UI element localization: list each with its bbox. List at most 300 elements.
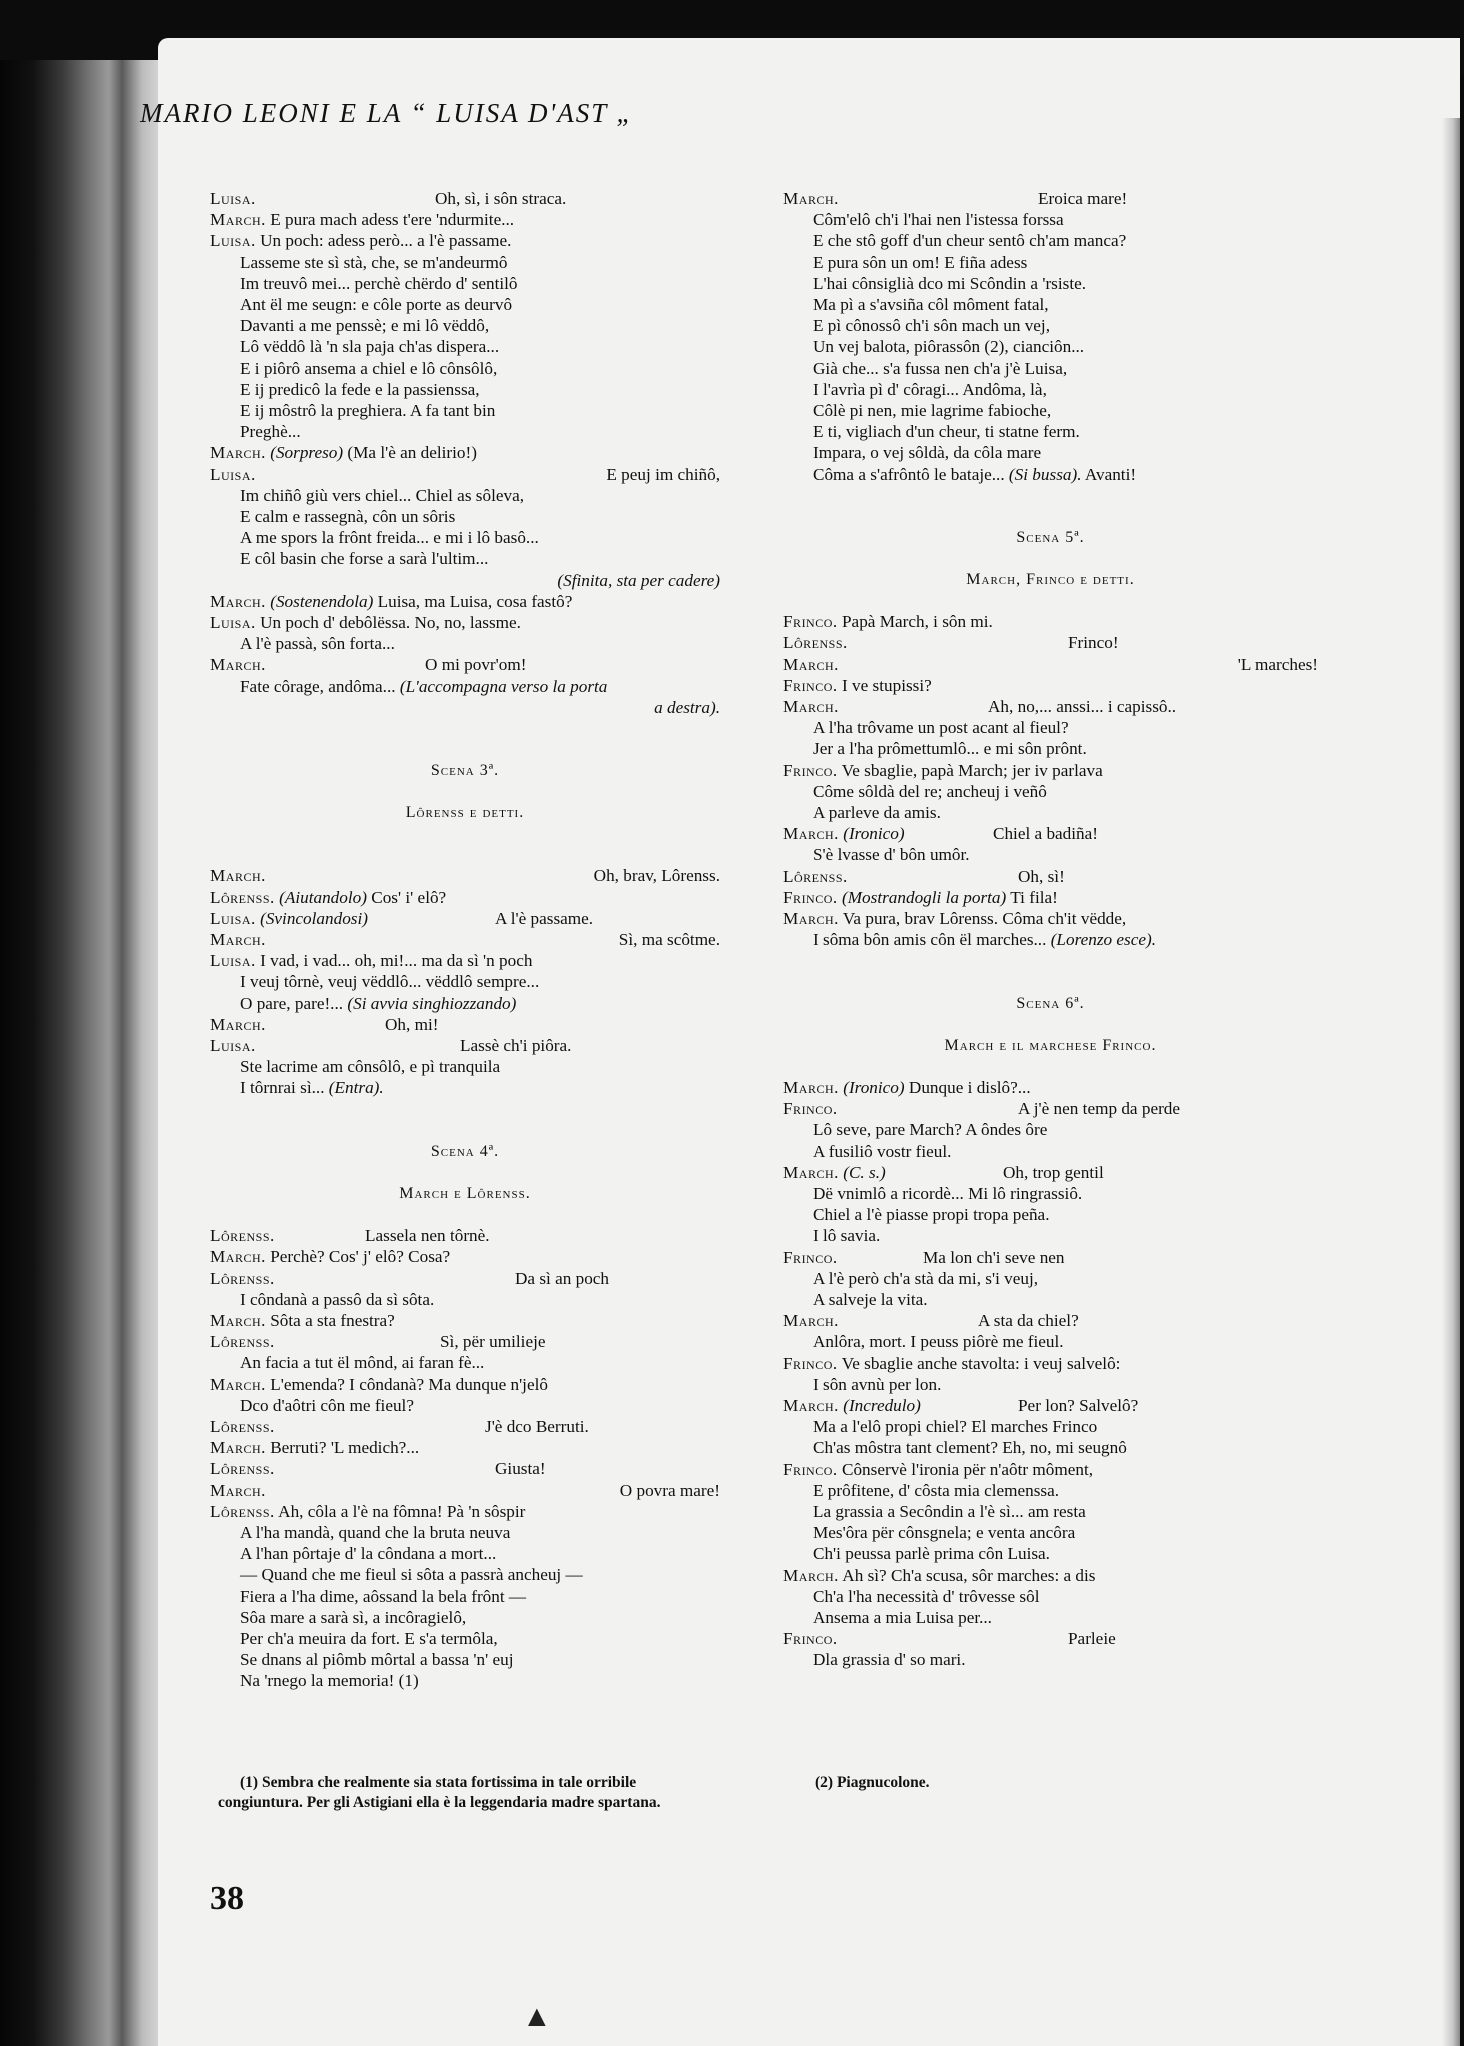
footnote-right: (2) Piagnucolone. — [815, 1774, 930, 1791]
verse-line — [210, 697, 720, 718]
stage-direction: (Sfinita, sta per cadere) — [557, 570, 720, 590]
dialogue-text: 'L marches! — [1237, 654, 1318, 674]
speaker-name: Frinco. — [783, 887, 838, 907]
scene-heading: Scena 3ª. — [430, 762, 500, 780]
dialogue-text: E pura mach adess t'ere 'ndurmite... — [270, 210, 515, 230]
verse-text: I l'avrìa pì d' côragi... Andôma, là, — [813, 379, 1047, 399]
dialogue-line — [210, 1458, 720, 1479]
verse-line — [783, 1374, 1318, 1395]
verse-line — [210, 252, 720, 273]
verse-line — [783, 294, 1318, 315]
dialogue-text: Da sì an poch — [515, 1268, 610, 1288]
verse-line — [783, 1119, 1318, 1140]
speaker-name: Luisa. — [210, 951, 256, 971]
verse-text: E ti, vigliach d'un cheur, ti statne ferm. — [813, 422, 1080, 442]
dialogue-line — [210, 209, 720, 230]
verse-text: I lô savia. — [813, 1226, 881, 1246]
speaker-name: March. — [210, 1480, 266, 1500]
verse-line — [783, 1501, 1318, 1522]
dialogue-text: J'è dco Berruti. — [485, 1416, 589, 1436]
dialogue-line — [210, 612, 720, 633]
verse-text: E pì cônossô ch'i sôn mach un vej, — [813, 316, 1050, 336]
stage-direction: a destra). — [654, 697, 720, 717]
verse-text: E ij predicô la fede e la passienssa, — [240, 379, 480, 399]
dialogue-line — [783, 1077, 1318, 1098]
speaker-name: Lôrenss. — [783, 633, 848, 653]
speaker-name: Lôrenss. — [210, 1268, 275, 1288]
verse-line — [210, 1670, 720, 1691]
dialogue-text: I vad, i vad... oh, mi!... ma da sì 'n poch — [260, 951, 533, 971]
dialogue-text: Ah sì? Ch'a scusa, sôr marches: a dis — [842, 1565, 1096, 1585]
dialogue-text: Frinco! — [1068, 633, 1119, 653]
speaker-name: Luisa. — [210, 231, 256, 251]
speaker-name: Lôrenss. — [210, 887, 275, 907]
verse-text: Dla grassia d' so mari. — [813, 1650, 966, 1670]
dialogue-text: Perchè? Cos' j' elô? Cosa? — [270, 1247, 451, 1267]
dialogue-text: A sta da chiel? — [978, 1311, 1079, 1331]
verse-line — [210, 1586, 720, 1607]
stage-direction: (Ironico) — [843, 1077, 905, 1097]
verse-line — [783, 400, 1318, 421]
verse-line — [210, 1628, 720, 1649]
verse-text: Ch'a l'ha necessità d' trôvesse sôl — [813, 1586, 1040, 1606]
verse-line — [210, 676, 720, 697]
verse-line — [783, 1522, 1318, 1543]
verse-line — [783, 1480, 1318, 1501]
verse-line — [783, 717, 1318, 738]
verse-text: E côl basin che forse a sarà l'ultim... — [240, 549, 489, 569]
dialogue-text: Sì, ma scôtme. — [618, 930, 720, 950]
speaker-name: March. — [210, 866, 266, 886]
dialogue-text: Ah, côla a l'è na fômna! Pà 'n sôspir — [278, 1501, 526, 1521]
verse-text: Lasseme ste sì stà, che, se m'andeurmô — [240, 252, 508, 272]
dialogue-line — [210, 908, 720, 929]
verse-text: Ch'as môstra tant clement? Eh, no, mi seugnô — [813, 1438, 1127, 1458]
speaker-name: March. — [783, 1395, 839, 1415]
verse-text: Ma a l'elô propi chiel? El marches Frinco — [813, 1417, 1098, 1437]
dialogue-text: Lassè ch'i piôra. — [460, 1036, 572, 1056]
dialogue-line — [210, 1480, 720, 1501]
verse-line — [783, 1586, 1318, 1607]
stage-direction: (Aiutandolo) — [279, 887, 367, 907]
verse-text: E pura sôn un om! E fiña adess — [813, 252, 1028, 272]
dialogue-line — [210, 1035, 720, 1056]
verse-text: Côma a s'afrôntô le bataje... — [813, 464, 1005, 484]
verse-line — [783, 358, 1318, 379]
dialogue-text: Un poch d' debôlëssa. No, no, lassme. — [260, 613, 521, 633]
page-right-shadow — [1442, 118, 1460, 2046]
stage-direction: (Si bussa). — [1008, 464, 1082, 484]
dialogue-text: Papà March, i sôn mi. — [842, 612, 993, 632]
dialogue-line — [210, 1246, 720, 1267]
dialogue-line — [210, 188, 720, 209]
speaker-name: March. — [210, 1438, 266, 1458]
stage-direction: (Entra). — [328, 1078, 384, 1098]
verse-text: Lô vëddô là 'n sla paja ch'as dispera... — [240, 337, 500, 357]
speaker-name: March. — [783, 1162, 839, 1182]
verse-text: Jer a l'ha prômettumlô... e mi sôn prônt. — [813, 739, 1087, 759]
dialogue-line — [783, 1162, 1318, 1183]
stage-direction: (Si avvia singhiozzando) — [347, 993, 517, 1013]
verse-text: Fiera a l'ha dime, aôssand la bela frônt — — [240, 1586, 527, 1606]
vertical-gap — [210, 1204, 720, 1225]
scene-heading: March e Lôrenss. — [399, 1184, 531, 1202]
verse-line — [210, 1522, 720, 1543]
vertical-gap — [210, 1162, 720, 1183]
speaker-name: March. — [783, 1311, 839, 1331]
verse-text: Per ch'a meuira da fort. E s'a termôla, — [240, 1628, 498, 1648]
dialogue-text: Dunque i dislô?... — [908, 1077, 1031, 1097]
verse-text: Sôa mare a sarà sì, a incôragielô, — [240, 1607, 467, 1627]
speaker-name: Luisa. — [210, 189, 256, 208]
verse-line — [783, 209, 1318, 230]
verse-line — [783, 738, 1318, 759]
dialogue-text: Lassela nen tôrnè. — [365, 1226, 490, 1246]
stage-direction: (C. s.) — [843, 1162, 886, 1182]
vertical-gap — [210, 781, 720, 802]
verse-text: A fusiliô vostr fieul. — [813, 1141, 952, 1161]
verse-line — [210, 273, 720, 294]
stage-direction: (Sostenendola) — [270, 591, 374, 611]
speaker-name: Frinco. — [783, 612, 838, 632]
dialogue-line — [210, 1437, 720, 1458]
dialogue-line — [783, 188, 1318, 209]
dialogue-text: Luisa, ma Luisa, cosa fastô? — [377, 591, 573, 611]
stage-direction: (Svincolandosi) — [260, 908, 368, 928]
dialogue-line — [210, 442, 720, 463]
verse-line — [783, 781, 1318, 802]
dialogue-line — [783, 696, 1318, 717]
dialogue-line — [783, 887, 1318, 908]
dialogue-text: Oh, trop gentil — [1003, 1162, 1104, 1182]
verse-text: I sôn avnù per lon. — [813, 1374, 942, 1394]
verse-text: — Quand che me fieul si sôta a passrà ancheuj — — [240, 1565, 583, 1585]
verse-line — [210, 1056, 720, 1077]
vertical-gap — [210, 1099, 720, 1141]
verse-line — [783, 464, 1318, 485]
verse-text: Fate côrage, andôma... — [240, 676, 396, 696]
verse-line — [210, 993, 720, 1014]
scan-artifact-mark: ▲ — [522, 2000, 552, 2033]
dialogue-line — [210, 1331, 720, 1352]
verse-text: Ch'i peussa parlè prima côn Luisa. — [813, 1544, 1050, 1564]
verse-line — [210, 1395, 720, 1416]
speaker-name: Lôrenss. — [210, 1226, 275, 1246]
speaker-name: March. — [210, 1374, 266, 1394]
dialogue-text: Ve sbaglie anche stavolta: i veuj salvelô: — [841, 1353, 1121, 1373]
verse-line — [783, 1225, 1318, 1246]
speaker-name: March. — [210, 1247, 266, 1267]
scene-heading: March e il marchese Frinco. — [944, 1036, 1157, 1054]
speaker-name: Frinco. — [783, 675, 838, 695]
dialogue-line — [210, 1310, 720, 1331]
verse-text: I côndanà a passô da sì sôta. — [240, 1289, 435, 1309]
dialogue-text: Giusta! — [495, 1459, 546, 1479]
dialogue-text: Oh, sì, i sôn straca. — [435, 189, 567, 208]
verse-line — [783, 252, 1318, 273]
left-column — [210, 188, 720, 1692]
dialogue-text: Avanti! — [1084, 464, 1137, 484]
verse-line — [783, 1204, 1318, 1225]
verse-text: Dë vnimlô a ricordè... Mi lô ringrassiô. — [813, 1183, 1083, 1203]
verse-text: E ij môstrô la preghiera. A fa tant bin — [240, 401, 496, 421]
verse-text: La grassia a Secôndin a l'è sì... am resta — [813, 1501, 1086, 1521]
verse-line — [210, 1077, 720, 1098]
vertical-gap — [783, 485, 1318, 527]
verse-line — [783, 1268, 1318, 1289]
dialogue-text: (Ma l'è an delirio!) — [347, 443, 477, 463]
speaker-name: March. — [783, 1077, 839, 1097]
speaker-name: March. — [210, 655, 266, 675]
footnote-left: (1) Sembra che realmente sia stata fortissima in tale orribile congiuntura. Per gli Astigiani ella è la leggendaria madre spartana. — [218, 1774, 661, 1811]
verse-text: Impara, o vej sôldà, da côla mare — [813, 443, 1042, 463]
verse-line — [783, 1607, 1318, 1628]
dialogue-line — [210, 1416, 720, 1437]
dialogue-text: Eroica mare! — [1038, 189, 1128, 208]
verse-line — [210, 421, 720, 442]
dialogue-text: Berruti? 'L medich?... — [270, 1438, 420, 1458]
verse-line — [783, 1416, 1318, 1437]
dialogue-text: Cos' i' elô? — [371, 887, 447, 907]
stage-direction: (Incredulo) — [843, 1395, 921, 1415]
stage-direction: (Lorenzo esce). — [1050, 930, 1157, 950]
dialogue-line — [783, 1565, 1318, 1586]
running-header: MARIO LEONI E LA “ LUISA D'AST „ — [140, 98, 634, 128]
speaker-name: Lôrenss. — [210, 1332, 275, 1352]
dialogue-line — [783, 1353, 1318, 1374]
verse-text: L'hai cônsiglià dco mi Scôndin a 'rsiste. — [813, 273, 1087, 293]
dialogue-text: Cônservè l'ironia për n'aôtr môment, — [842, 1459, 1094, 1479]
verse-text: I tôrnrai sì... — [240, 1078, 325, 1098]
verse-line — [783, 1649, 1318, 1670]
dialogue-text: Oh, mi! — [385, 1014, 439, 1034]
verse-text: Se dnans al piômb môrtal a bassa 'n' euj — [240, 1650, 514, 1670]
dialogue-line — [210, 865, 720, 886]
speaker-name: Lôrenss. — [210, 1501, 275, 1521]
dialogue-text: A j'è nen temp da perde — [1018, 1099, 1181, 1119]
speaker-name: March. — [210, 591, 266, 611]
dialogue-text: Ve sbaglie, papà March; jer iv parlava — [841, 760, 1103, 780]
verse-text: A l'han pôrtaje d' la côndana a mort... — [240, 1544, 497, 1564]
verse-text: I sôma bôn amis côn ël marches... — [813, 930, 1047, 950]
verse-line — [783, 1331, 1318, 1352]
speaker-name: March. — [783, 909, 839, 929]
verse-line — [210, 379, 720, 400]
speaker-name: March. — [783, 654, 839, 674]
speaker-name: Frinco. — [783, 1629, 838, 1649]
speaker-name: March. — [783, 697, 839, 717]
verse-text: O pare, pare!... — [240, 993, 344, 1013]
scene-heading: Scena 5ª. — [1016, 528, 1085, 546]
verse-line — [210, 548, 720, 569]
verse-text: Anlôra, mort. I peuss piôrè me fieul. — [813, 1332, 1064, 1352]
dialogue-line — [783, 1247, 1318, 1268]
verse-text: A l'è passà, sôn forta... — [240, 634, 395, 654]
verse-text: E calm e rassegnà, côn un sôris — [240, 507, 456, 527]
dialogue-line — [210, 1501, 720, 1522]
vertical-gap — [783, 590, 1318, 611]
verse-line — [783, 1543, 1318, 1564]
scan-page-edges — [0, 60, 165, 2046]
verse-text: Im chiñô giù vers chiel... Chiel as sôleva, — [240, 485, 525, 505]
dialogue-line — [783, 1628, 1318, 1649]
verse-line — [210, 633, 720, 654]
verse-line — [783, 1289, 1318, 1310]
verse-text: Dco d'aôtri côn me fieul? — [240, 1395, 414, 1415]
dialogue-line — [783, 1310, 1318, 1331]
verse-text: Mes'ôra për cônsgnela; e venta ancôra — [813, 1523, 1076, 1543]
verse-line — [783, 929, 1318, 950]
verse-text: E prôfitene, d' côsta mia clemenssa. — [813, 1480, 1060, 1500]
verse-text: A l'ha trôvame un post acant al fieul? — [813, 718, 1069, 738]
verse-line — [783, 802, 1318, 823]
verse-text: Im treuvô mei... perchè chërdo d' sentilô — [240, 273, 518, 293]
verse-line — [210, 485, 720, 506]
vertical-gap — [210, 718, 720, 760]
scene-heading: Scena 6ª. — [1016, 994, 1085, 1012]
verse-line — [783, 273, 1318, 294]
dialogue-text: Ma lon ch'i seve nen — [923, 1247, 1065, 1267]
verse-text: Già che... s'a fussa nen ch'a j'è Luisa, — [813, 358, 1068, 378]
verse-line — [210, 1564, 720, 1585]
dialogue-line — [783, 675, 1318, 696]
speaker-name: Frinco. — [783, 1353, 838, 1373]
dialogue-line — [783, 632, 1318, 653]
verse-line — [210, 1352, 720, 1373]
verse-text: Un vej balota, piôrassôn (2), cianciôn... — [813, 337, 1085, 357]
vertical-gap — [783, 1014, 1318, 1035]
dialogue-text: O povra mare! — [619, 1480, 720, 1500]
verse-line — [210, 1543, 720, 1564]
dialogue-text: Parleie — [1068, 1629, 1116, 1649]
dialogue-text: L'emenda? I côndanà? Ma dunque n'jelô — [270, 1374, 548, 1394]
verse-text: Côm'elô ch'i l'hai nen l'istessa forssa — [813, 210, 1064, 230]
dialogue-text: Ah, no,... anssi... i capissô.. — [988, 697, 1177, 717]
verse-text: Lô seve, pare March? A ôndes ôre — [813, 1120, 1048, 1140]
scene-heading: March, Frinco e detti. — [966, 571, 1135, 589]
verse-line — [210, 294, 720, 315]
verse-line — [210, 971, 720, 992]
dialogue-line — [210, 1374, 720, 1395]
verse-text: Preghè... — [240, 422, 301, 442]
verse-text: Ma pì a s'avsiña côl môment fatal, — [813, 295, 1049, 315]
verse-text: E i piôrô ansema a chiel e lô cônsôlô, — [240, 358, 498, 378]
dialogue-line — [783, 760, 1318, 781]
dialogue-line — [783, 1395, 1318, 1416]
speaker-name: March. — [783, 824, 839, 844]
dialogue-line — [783, 1098, 1318, 1119]
speaker-name: Lôrenss. — [783, 866, 848, 886]
scene-heading: Lôrenss e detti. — [405, 804, 525, 822]
speaker-name: Luisa. — [210, 1036, 256, 1056]
vertical-gap — [783, 1056, 1318, 1077]
verse-line — [783, 379, 1318, 400]
speaker-name: Frinco. — [783, 1459, 838, 1479]
dialogue-text: Per lon? Salvelô? — [1018, 1395, 1139, 1415]
verse-text: Chiel a l'è piasse propi tropa peña. — [813, 1205, 1050, 1225]
dialogue-text: Oh, sì! — [1018, 866, 1065, 886]
speaker-name: Luisa. — [210, 464, 256, 484]
verse-text: I veuj tôrnè, veuj vëddlô... vëddlô sempre... — [240, 972, 540, 992]
verse-line — [783, 442, 1318, 463]
verse-line — [210, 1649, 720, 1670]
dialogue-line — [210, 1268, 720, 1289]
dialogue-text: I ve stupissi? — [842, 675, 932, 695]
verse-text: Côme sôldà del re; ancheuj i veñô — [813, 781, 1047, 801]
verse-line — [783, 1437, 1318, 1458]
dialogue-line — [210, 464, 720, 485]
verse-text: Côlè pi nen, mie lagrime fabioche, — [813, 401, 1052, 421]
stage-direction: (Mostrandogli la porta) — [842, 887, 1007, 907]
verse-text: A parleve da amis. — [813, 803, 941, 823]
dialogue-line — [783, 654, 1318, 675]
dialogue-line — [783, 866, 1318, 887]
dialogue-text: Chiel a badiña! — [993, 824, 1098, 844]
speaker-name: March. — [783, 1565, 839, 1585]
dialogue-line — [210, 1225, 720, 1246]
dialogue-text: Oh, brav, Lôrenss. — [593, 866, 720, 886]
page-number: 38 — [210, 1880, 244, 1917]
right-column — [783, 188, 1318, 1671]
verse-line — [783, 315, 1318, 336]
verse-line — [210, 570, 720, 591]
verse-text: A me spors la frônt freida... e mi i lô basô... — [240, 528, 539, 548]
dialogue-line — [210, 950, 720, 971]
verse-line — [210, 400, 720, 421]
verse-text: Ste lacrime am cônsôlô, e pì tranquila — [240, 1057, 501, 1077]
verse-text: S'è lvasse d' bôn umôr. — [813, 845, 970, 865]
verse-line — [210, 315, 720, 336]
dialogue-text: A l'è passame. — [495, 908, 594, 928]
verse-text: Na 'rnego la memoria! (1) — [240, 1671, 419, 1691]
speaker-name: Frinco. — [783, 760, 838, 780]
dialogue-line — [210, 887, 720, 908]
dialogue-line — [210, 929, 720, 950]
speaker-name: Luisa. — [210, 908, 256, 928]
verse-line — [783, 844, 1318, 865]
verse-text: Davanti a me penssè; e mi lô vëddô, — [240, 316, 490, 336]
verse-line — [210, 336, 720, 357]
verse-text: Ant ël me seugn: e côle porte as deurvô — [240, 295, 513, 315]
scene-heading: Scena 4ª. — [430, 1142, 500, 1160]
vertical-gap — [783, 548, 1318, 569]
verse-line — [210, 1607, 720, 1628]
dialogue-line — [210, 654, 720, 675]
verse-line — [783, 1183, 1318, 1204]
verse-text: Ansema a mia Luisa per... — [813, 1607, 992, 1627]
verse-line — [783, 336, 1318, 357]
dialogue-line — [210, 591, 720, 612]
verse-text: E che stô goff d'un cheur sentô ch'am manca? — [813, 231, 1127, 251]
speaker-name: Luisa. — [210, 613, 256, 633]
dialogue-line — [783, 823, 1318, 844]
verse-line — [210, 527, 720, 548]
dialogue-line — [210, 230, 720, 251]
verse-line — [783, 421, 1318, 442]
dialogue-text: Sì, për umilieje — [440, 1332, 546, 1352]
speaker-name: Lôrenss. — [210, 1416, 275, 1436]
verse-line — [783, 230, 1318, 251]
dialogue-text: Ti fila! — [1010, 887, 1058, 907]
vertical-gap — [210, 823, 720, 865]
speaker-name: March. — [210, 1014, 266, 1034]
stage-direction: (L'accompagna verso la porta — [399, 676, 608, 696]
vertical-gap — [783, 951, 1318, 993]
dialogue-line — [783, 1459, 1318, 1480]
speaker-name: Lôrenss. — [210, 1459, 275, 1479]
stage-direction: (Sorpreso) — [270, 443, 344, 463]
dialogue-line — [210, 1014, 720, 1035]
